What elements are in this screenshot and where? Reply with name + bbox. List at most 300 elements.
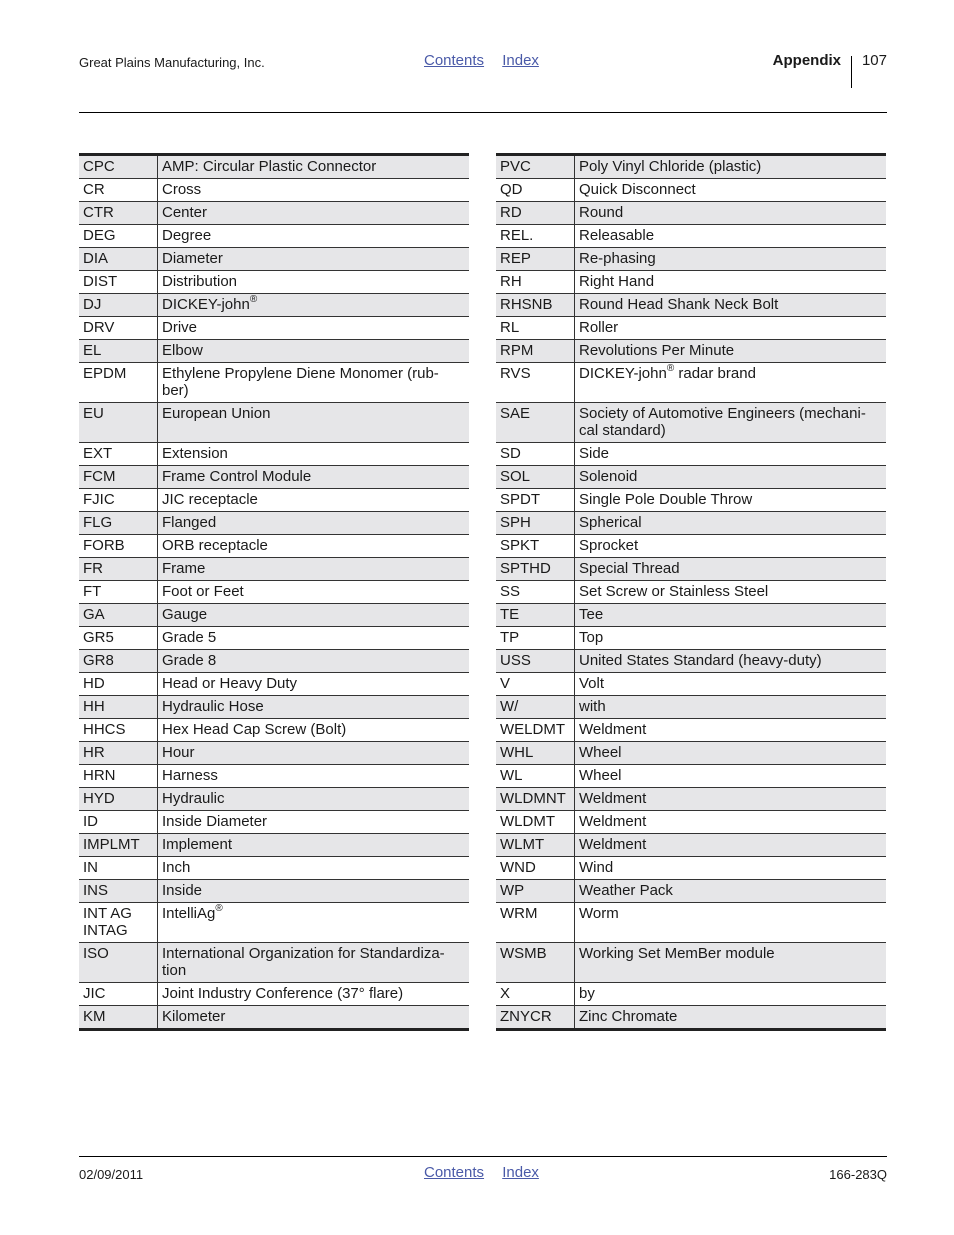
abbreviation-cell — [496, 271, 575, 294]
table-row — [496, 719, 886, 742]
abbreviation: INS — [83, 882, 109, 899]
table-row — [496, 489, 886, 512]
table-row — [496, 317, 886, 340]
abbreviation-cell — [496, 696, 575, 719]
description-cell — [158, 673, 470, 696]
description-cell — [158, 742, 470, 765]
abbreviation-cell — [79, 765, 158, 788]
table-row — [79, 340, 469, 363]
table-row — [496, 943, 886, 983]
table-row — [79, 248, 469, 271]
abbreviation-cell — [79, 943, 158, 983]
abbreviation: WELDMT — [500, 721, 565, 738]
table-row — [496, 225, 886, 248]
description-cell — [158, 581, 470, 604]
description: Degree — [162, 227, 212, 244]
abbreviation-cell — [496, 294, 575, 317]
abbreviation-cell — [79, 271, 158, 294]
registered-mark: ® — [666, 363, 675, 374]
description-cell — [575, 581, 887, 604]
abbreviation-cell — [496, 903, 575, 943]
description-cell — [158, 403, 470, 443]
description-cell — [158, 466, 470, 489]
abbreviation-cell — [79, 719, 158, 742]
description: Hydraulic — [162, 790, 225, 807]
header-rule — [79, 112, 887, 113]
table-row — [496, 1006, 886, 1030]
description-cell — [575, 903, 887, 943]
description-cell — [575, 340, 887, 363]
abbreviation-cell — [79, 880, 158, 903]
abbreviation-cell — [496, 535, 575, 558]
page-footer — [79, 1164, 887, 1188]
table-row — [79, 943, 469, 983]
table-row — [79, 650, 469, 673]
contents-link[interactable]: Contents — [424, 52, 485, 69]
abbreviation: SPKT — [500, 537, 540, 554]
abbreviation-cell — [79, 443, 158, 466]
description-cell — [158, 248, 470, 271]
registered-mark: ® — [215, 903, 223, 914]
abbreviation-cell — [79, 489, 158, 512]
description: Frame Control Module — [162, 468, 312, 485]
table-row — [496, 443, 886, 466]
table-row — [496, 512, 886, 535]
description-cell — [575, 880, 887, 903]
description-cell — [158, 155, 470, 179]
abbreviation-cell — [496, 788, 575, 811]
abbreviation: IMPLMT — [83, 836, 140, 853]
table-row — [79, 489, 469, 512]
abbreviation: SPTHD — [500, 560, 551, 577]
abbreviation: FR — [83, 560, 103, 577]
table-row — [496, 742, 886, 765]
description: Distribution — [162, 273, 238, 290]
description: Diameter — [162, 250, 223, 267]
description-cell — [575, 943, 887, 983]
abbreviation: RD — [500, 204, 522, 221]
table-row — [496, 834, 886, 857]
abbreviation: HYD — [83, 790, 115, 807]
abbreviation: SPDT — [500, 491, 541, 508]
table-row — [496, 179, 886, 202]
description-cell — [158, 340, 470, 363]
description-cell — [158, 317, 470, 340]
table-row — [79, 673, 469, 696]
description: DICKEY-john — [579, 365, 667, 382]
abbreviation: IN — [83, 859, 98, 876]
table-row — [79, 403, 469, 443]
description: Worm — [579, 905, 619, 922]
description: Working Set MemBer module — [579, 945, 775, 962]
abbreviation: ISO — [83, 945, 109, 962]
description: JIC receptacle — [162, 491, 258, 508]
abbreviation-cell — [79, 742, 158, 765]
abbreviation-cell — [496, 202, 575, 225]
abbreviation-cell — [496, 363, 575, 403]
description-cell — [158, 535, 470, 558]
abbreviation-cell — [79, 225, 158, 248]
description-cell — [575, 558, 887, 581]
table-row — [79, 512, 469, 535]
table-row — [79, 294, 469, 317]
abbreviation: ZNYCR — [500, 1008, 552, 1025]
description: Extension — [162, 445, 228, 462]
description: United States Standard (heavy-duty) — [579, 652, 822, 669]
description-cell — [575, 489, 887, 512]
description: Sprocket — [579, 537, 639, 554]
description: Flanged — [162, 514, 217, 531]
abbreviation-cell — [79, 512, 158, 535]
description: Gauge — [162, 606, 208, 623]
abbreviation: WL — [500, 767, 523, 784]
abbreviation-cell — [496, 512, 575, 535]
table-row — [79, 1006, 469, 1030]
description-cell — [158, 225, 470, 248]
description: Re-phasing — [579, 250, 656, 267]
description: Wind — [579, 859, 614, 876]
table-row — [79, 880, 469, 903]
description-cell — [575, 857, 887, 880]
description-cell — [158, 294, 470, 317]
abbreviation-cell — [496, 443, 575, 466]
table-row — [79, 202, 469, 225]
description-cell — [158, 903, 470, 943]
description-cell — [575, 317, 887, 340]
abbreviation: ID — [83, 813, 98, 830]
page-number: 107 — [861, 52, 887, 69]
abbreviation: WLDMT — [500, 813, 555, 830]
description-cell — [575, 834, 887, 857]
description: Center — [162, 204, 208, 221]
footer-date: 02/09/2011 — [79, 1167, 144, 1182]
abbreviation-cell — [496, 340, 575, 363]
table-row — [79, 271, 469, 294]
table-row — [79, 466, 469, 489]
abbreviation-cell — [496, 604, 575, 627]
abbreviation-cell — [79, 788, 158, 811]
table-row — [496, 983, 886, 1006]
abbreviation: RPM — [500, 342, 534, 359]
description-cell — [575, 403, 887, 443]
abbreviations-table-left — [79, 153, 469, 1031]
description: Roller — [579, 319, 619, 336]
abbreviation: RL — [500, 319, 520, 336]
abbreviation-cell — [496, 248, 575, 271]
table-row — [496, 363, 886, 403]
description-cell — [158, 765, 470, 788]
table-row — [79, 604, 469, 627]
table-row — [496, 558, 886, 581]
description-cell — [575, 765, 887, 788]
description-cell — [158, 880, 470, 903]
abbreviation: SPH — [500, 514, 531, 531]
abbreviation: RHSNB — [500, 296, 553, 313]
table-row — [496, 248, 886, 271]
description: Tee — [579, 606, 604, 623]
abbreviation-cell — [496, 834, 575, 857]
abbreviation: V — [500, 675, 511, 692]
abbreviation: HH — [83, 698, 105, 715]
description: by — [579, 985, 595, 1002]
description-cell — [158, 857, 470, 880]
description: Revolutions Per Minute — [579, 342, 735, 359]
abbreviation-cell — [79, 248, 158, 271]
description: Weldment — [579, 836, 647, 853]
table-row — [79, 443, 469, 466]
abbreviation-cell — [496, 627, 575, 650]
description: Implement — [162, 836, 233, 853]
abbreviation: EU — [83, 405, 104, 422]
abbreviation: FLG — [83, 514, 113, 531]
description: Frame — [162, 560, 206, 577]
abbreviation-cell — [79, 673, 158, 696]
description-cell — [158, 811, 470, 834]
abbreviation: EL — [83, 342, 102, 359]
abbreviation: GR5 — [83, 629, 114, 646]
description-cell — [158, 627, 470, 650]
abbreviation: FCM — [83, 468, 116, 485]
abbreviation: QD — [500, 181, 523, 198]
index-link[interactable]: Index — [502, 52, 539, 69]
description: Cross — [162, 181, 202, 198]
table-row — [79, 811, 469, 834]
abbreviation: HR — [83, 744, 105, 761]
description: Inside Diameter — [162, 813, 268, 830]
description-cell — [575, 811, 887, 834]
description: Quick Disconnect — [579, 181, 696, 198]
description: International Organization for Standardiza- tion — [162, 945, 445, 979]
description: Right Hand — [579, 273, 655, 290]
abbreviation-cell — [79, 1006, 158, 1030]
abbreviation-cell — [79, 340, 158, 363]
description: Inside — [162, 882, 203, 899]
description-cell — [158, 788, 470, 811]
table-row — [79, 696, 469, 719]
abbreviation: TE — [500, 606, 520, 623]
abbreviation-cell — [79, 983, 158, 1006]
description: Set Screw or Stainless Steel — [579, 583, 769, 600]
abbreviation-cell — [79, 834, 158, 857]
registered-mark: ® — [249, 294, 258, 305]
abbreviation: SS — [500, 583, 521, 600]
header-nav — [424, 52, 553, 69]
description: Hour — [162, 744, 195, 761]
description-cell — [575, 248, 887, 271]
abbreviation: WLDMNT — [500, 790, 566, 807]
table-row — [496, 673, 886, 696]
abbreviation-cell — [496, 581, 575, 604]
abbreviation: WND — [500, 859, 536, 876]
abbreviation-cell — [496, 466, 575, 489]
abbreviation: DRV — [83, 319, 115, 336]
description-cell — [158, 179, 470, 202]
table-row — [79, 535, 469, 558]
index-link[interactable]: Index — [502, 1164, 539, 1181]
description-cell — [158, 650, 470, 673]
description: Elbow — [162, 342, 203, 359]
abbreviation: X — [500, 985, 511, 1002]
abbreviation-cell — [79, 294, 158, 317]
table-row — [496, 903, 886, 943]
description: ORB receptacle — [162, 537, 268, 554]
abbreviation-cell — [496, 317, 575, 340]
abbreviations-table-right — [496, 153, 886, 1031]
table-row — [496, 604, 886, 627]
table-row — [79, 225, 469, 248]
description-cell — [158, 558, 470, 581]
description-cell — [158, 943, 470, 983]
description-cell — [158, 719, 470, 742]
description-cell — [575, 202, 887, 225]
section-title: Appendix — [772, 52, 841, 69]
description: Wheel — [579, 744, 622, 761]
abbreviation-cell — [79, 202, 158, 225]
table-row — [496, 788, 886, 811]
contents-link[interactable]: Contents — [424, 1164, 485, 1181]
table-row — [496, 271, 886, 294]
abbreviation: WHL — [500, 744, 534, 761]
description-cell — [158, 696, 470, 719]
table-row — [496, 535, 886, 558]
table-row — [496, 466, 886, 489]
abbreviation: HRN — [83, 767, 116, 784]
abbreviation: WRM — [500, 905, 538, 922]
abbreviation-cell — [79, 627, 158, 650]
abbreviation-cell — [79, 363, 158, 403]
abbreviation: FORB — [83, 537, 125, 554]
description-cell — [158, 1006, 470, 1030]
table-row — [79, 363, 469, 403]
abbreviation-cell — [79, 811, 158, 834]
description-cell — [575, 788, 887, 811]
abbreviation-cell — [496, 558, 575, 581]
description-cell — [158, 271, 470, 294]
table-row — [79, 558, 469, 581]
table-row — [79, 903, 469, 943]
abbreviation-cell — [79, 466, 158, 489]
description: Ethylene Propylene Diene Monomer (rub- ber) — [162, 365, 439, 399]
company-name: Great Plains Manufacturing, Inc. — [79, 55, 265, 70]
description-suffix: radar brand — [674, 365, 756, 382]
description-cell — [575, 155, 887, 179]
description-cell — [158, 834, 470, 857]
abbreviation-cell — [79, 857, 158, 880]
table-row — [496, 403, 886, 443]
description: Round — [579, 204, 624, 221]
document-number: 166-283Q — [829, 1167, 887, 1182]
table-row — [79, 581, 469, 604]
table-row — [79, 983, 469, 1006]
description: Weather Pack — [579, 882, 673, 899]
abbreviation-cell — [79, 696, 158, 719]
abbreviation: REP — [500, 250, 531, 267]
abbreviation-cell — [79, 581, 158, 604]
description: Hex Head Cap Screw (Bolt) — [162, 721, 347, 738]
abbreviation-cell — [496, 1006, 575, 1030]
description-cell — [575, 719, 887, 742]
table-row — [496, 857, 886, 880]
abbreviation: RVS — [500, 365, 531, 382]
abbreviation-cell — [496, 765, 575, 788]
description: Head or Heavy Duty — [162, 675, 298, 692]
description: Solenoid — [579, 468, 638, 485]
abbreviation: CTR — [83, 204, 114, 221]
table-row — [79, 742, 469, 765]
description: Drive — [162, 319, 198, 336]
abbreviation-cell — [79, 903, 158, 943]
table-row — [79, 834, 469, 857]
description: Weldment — [579, 721, 647, 738]
description-cell — [158, 202, 470, 225]
description-cell — [575, 650, 887, 673]
abbreviation-cell — [79, 317, 158, 340]
abbreviation-cell — [496, 880, 575, 903]
description-cell — [158, 489, 470, 512]
description: Grade 8 — [162, 652, 217, 669]
abbreviation: FT — [83, 583, 102, 600]
description: AMP: Circular Plastic Connector — [162, 158, 377, 175]
abbreviation-cell — [79, 179, 158, 202]
table-row — [496, 294, 886, 317]
description-cell — [575, 512, 887, 535]
description-cell — [575, 179, 887, 202]
abbreviation: HD — [83, 675, 105, 692]
abbreviation: JIC — [83, 985, 106, 1002]
abbreviation: GA — [83, 606, 105, 623]
description: Releasable — [579, 227, 655, 244]
abbreviation: DIST — [83, 273, 118, 290]
abbreviation: PVC — [500, 158, 531, 175]
abbreviation: HHCS — [83, 721, 126, 738]
footer-nav — [424, 1164, 553, 1181]
description: Harness — [162, 767, 218, 784]
abbreviation: KM — [83, 1008, 106, 1025]
abbreviation: WP — [500, 882, 525, 899]
table-row — [79, 627, 469, 650]
table-row — [79, 788, 469, 811]
description-cell — [575, 225, 887, 248]
abbreviation: DIA — [83, 250, 109, 267]
description: Kilometer — [162, 1008, 226, 1025]
abbreviation-cell — [496, 857, 575, 880]
abbreviation: USS — [500, 652, 531, 669]
table-row — [496, 811, 886, 834]
abbreviation: DJ — [83, 296, 102, 313]
abbreviation: REL. — [500, 227, 534, 244]
description: Volt — [579, 675, 605, 692]
description: Wheel — [579, 767, 622, 784]
page-header — [79, 52, 887, 92]
description-cell — [575, 1006, 887, 1030]
description-cell — [158, 512, 470, 535]
abbreviation-cell — [496, 403, 575, 443]
header-divider — [851, 56, 852, 88]
table-row — [79, 719, 469, 742]
abbreviation: CPC — [83, 158, 115, 175]
description-cell — [575, 742, 887, 765]
description: Grade 5 — [162, 629, 217, 646]
description: IntelliAg — [162, 905, 216, 922]
table-row — [496, 696, 886, 719]
abbreviation: WLMT — [500, 836, 545, 853]
description-cell — [158, 443, 470, 466]
abbreviation: RH — [500, 273, 522, 290]
table-row — [496, 155, 886, 179]
description-cell — [575, 627, 887, 650]
abbreviation-cell — [496, 155, 575, 179]
description: DICKEY-john — [162, 296, 250, 313]
